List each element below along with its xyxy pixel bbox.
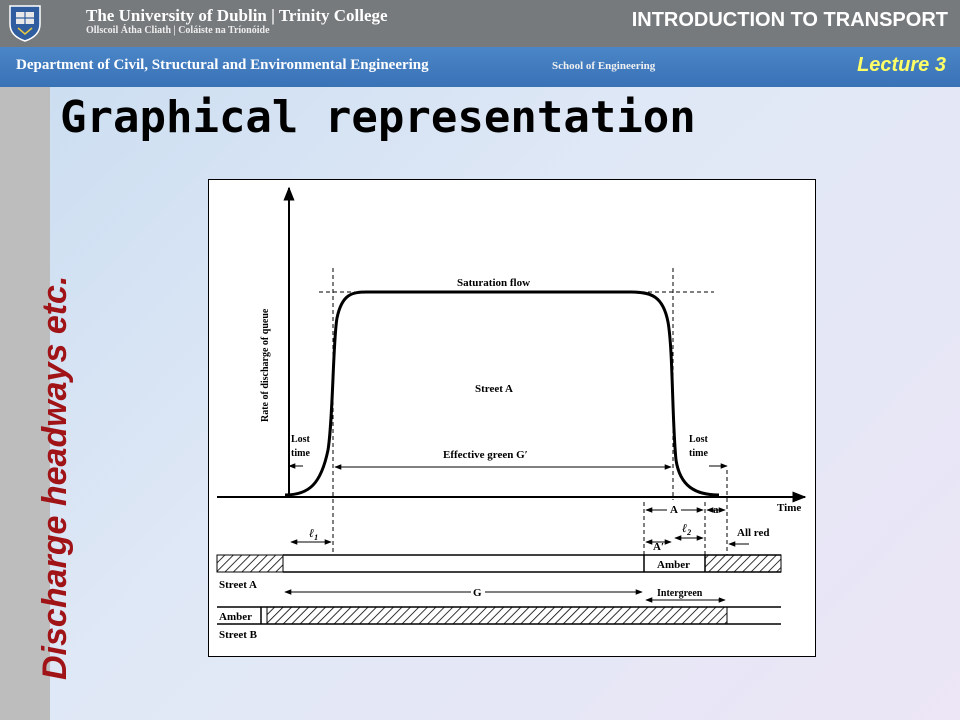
saturation-flow-label: Saturation flow [457,277,531,289]
lost-time-right-1: Lost [689,434,708,445]
G-label: G [473,587,482,599]
university-crest-icon [8,4,42,42]
A-label: A [670,504,678,516]
A-prime-label: A′ [653,541,665,553]
lost-time-right-2: time [689,448,708,459]
amber-b-label: Amber [219,611,252,623]
street-a-label-mid: Street A [475,383,513,395]
lost-time-left-1: Lost [291,434,310,445]
effective-green-label: Effective green G′ [443,449,528,461]
y-axis-label: Rate of discharge of queue [260,308,271,422]
street-a-red-right [705,555,781,572]
department-name: Department of Civil, Structural and Environmental Engineering [16,57,429,73]
department-bar [0,47,960,87]
school-name: School of Engineering [552,60,656,72]
all-red-label: All red [737,527,770,539]
amber-a-label: Amber [657,559,690,571]
street-b-red [267,607,727,624]
lost-time-left-2: time [291,448,310,459]
top-header-bar [0,0,960,47]
a-label: a [713,504,719,516]
slide-title: Graphical representation [60,92,696,143]
university-name: The University of Dublin | Trinity College [86,6,388,25]
l2-label: ℓ$_2$ [682,521,692,537]
street-a-label: Street A [219,579,257,591]
intergreen-label: Intergreen [657,588,703,599]
university-name-irish: Ollscoil Átha Cliath | Coláiste na Tríonóide [86,25,270,36]
signal-timing-diagram [208,179,816,657]
street-b-label: Street B [219,629,257,641]
diagram-canvas [209,180,815,656]
sidebar-title: Discharge headways etc. [36,275,74,680]
course-title: INTRODUCTION TO TRANSPORT [631,9,948,31]
street-a-red-left [217,555,283,572]
l1-label: ℓ$_1$ [309,526,319,542]
lecture-label: Lecture 3 [857,54,946,76]
x-axis-label: Time [777,502,802,514]
